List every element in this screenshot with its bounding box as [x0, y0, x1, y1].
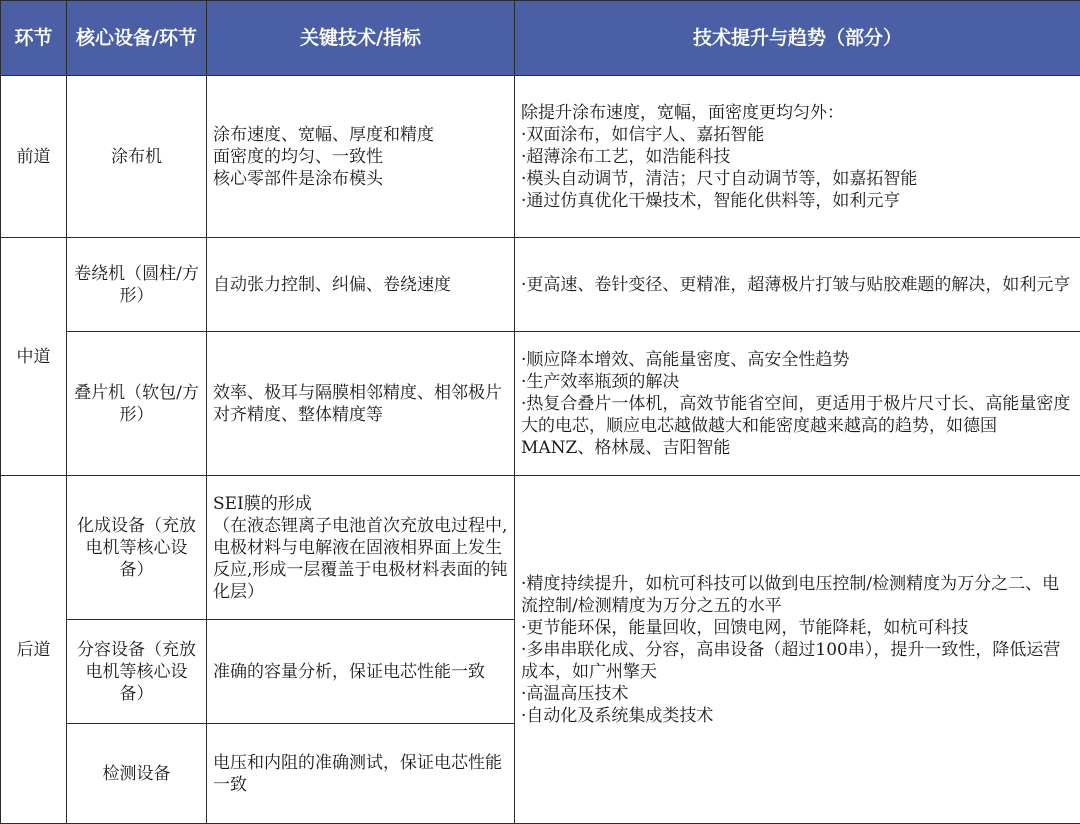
trend-line: ·多串串联化成、分容，高串设备（超过100串），提升一致性，降低运营成本，如广州擎天	[521, 639, 1074, 683]
table-header-row	[1, 1, 1080, 76]
tech-grading: 准确的容量分析，保证电芯性能一致	[207, 620, 515, 724]
trend-line: ·自动化及系统集成类技术	[521, 705, 1074, 727]
equipment-grading: 分容设备（充放电机等核心设备）	[67, 620, 207, 724]
tech-line: 面密度的均匀、一致性	[213, 146, 508, 168]
tech-coater	[207, 76, 515, 238]
trend-line: ·高温高压技术	[521, 683, 1074, 705]
trend-back	[515, 476, 1080, 824]
trend-line: ·顺应降本增效、高能量密度、高安全性趋势	[521, 349, 1074, 371]
trend-line: 除提升涂布速度，宽幅，面密度更均匀外：	[521, 102, 1074, 124]
table-row	[1, 238, 1080, 332]
header-equipment: 核心设备/环节	[67, 1, 207, 76]
header-stage: 环节	[1, 1, 67, 76]
trend-coater	[515, 76, 1080, 238]
stage-middle: 中道	[1, 238, 67, 476]
tech-title: SEI膜的形成	[213, 493, 508, 515]
tech-detail: （在液态锂离子电池首次充放电过程中,电极材料与电解液在固液相界面上发生反应,形成一层覆盖于电极材料表面的钝化层）	[213, 515, 508, 603]
equipment-winder: 卷绕机（圆柱/方形）	[67, 238, 207, 332]
tech-stacker: 效率、极耳与隔膜相邻精度、相邻极片对齐精度、整体精度等	[207, 332, 515, 476]
tech-line: 核心零部件是涂布模头	[213, 168, 508, 190]
table-row	[1, 332, 1080, 476]
trend-line: ·双面涂布，如信宇人、嘉拓智能	[521, 124, 1074, 146]
table-row	[1, 76, 1080, 238]
equipment-coater: 涂布机	[67, 76, 207, 238]
trend-line: ·通过仿真优化干燥技术，智能化供料等，如利元亨	[521, 190, 1074, 212]
trend-line: ·更节能环保，能量回收，回馈电网，节能降耗，如杭可科技	[521, 617, 1074, 639]
equipment-stacker: 叠片机（软包/方形）	[67, 332, 207, 476]
trend-line: ·超薄涂布工艺，如浩能科技	[521, 146, 1074, 168]
stage-back: 后道	[1, 476, 67, 824]
trend-stacker	[515, 332, 1080, 476]
tech-line: 涂布速度、宽幅、厚度和精度	[213, 124, 508, 146]
trend-winder: ·更高速、卷针变径、更精准，超薄极片打皱与贴胶难题的解决，如利元亨	[515, 238, 1080, 332]
tech-testing: 电压和内阻的准确测试，保证电芯性能一致	[207, 724, 515, 824]
equipment-formation: 化成设备（充放电机等核心设备）	[67, 476, 207, 620]
trend-line: ·模头自动调节，清洁；尺寸自动调节等，如嘉拓智能	[521, 168, 1074, 190]
table-row	[1, 476, 1080, 620]
equipment-testing: 检测设备	[67, 724, 207, 824]
trend-line: ·生产效率瓶颈的解决	[521, 371, 1074, 393]
trend-line: ·精度持续提升，如杭可科技可以做到电压控制/检测精度为万分之二、电流控制/检测精度为万分之五的水平	[521, 573, 1074, 617]
header-key-tech: 关键技术/指标	[207, 1, 515, 76]
tech-formation	[207, 476, 515, 620]
stage-front: 前道	[1, 76, 67, 238]
tech-winder: 自动张力控制、纠偏、卷绕速度	[207, 238, 515, 332]
trend-line: ·热复合叠片一体机，高效节能省空间，更适用于极片尺寸长、高能量密度大的电芯，顺应电芯越做越大和能密度越来越高的趋势，如德国 MANZ、格林晟、吉阳智能	[521, 393, 1074, 459]
header-trend: 技术提升与趋势（部分）	[515, 1, 1080, 76]
